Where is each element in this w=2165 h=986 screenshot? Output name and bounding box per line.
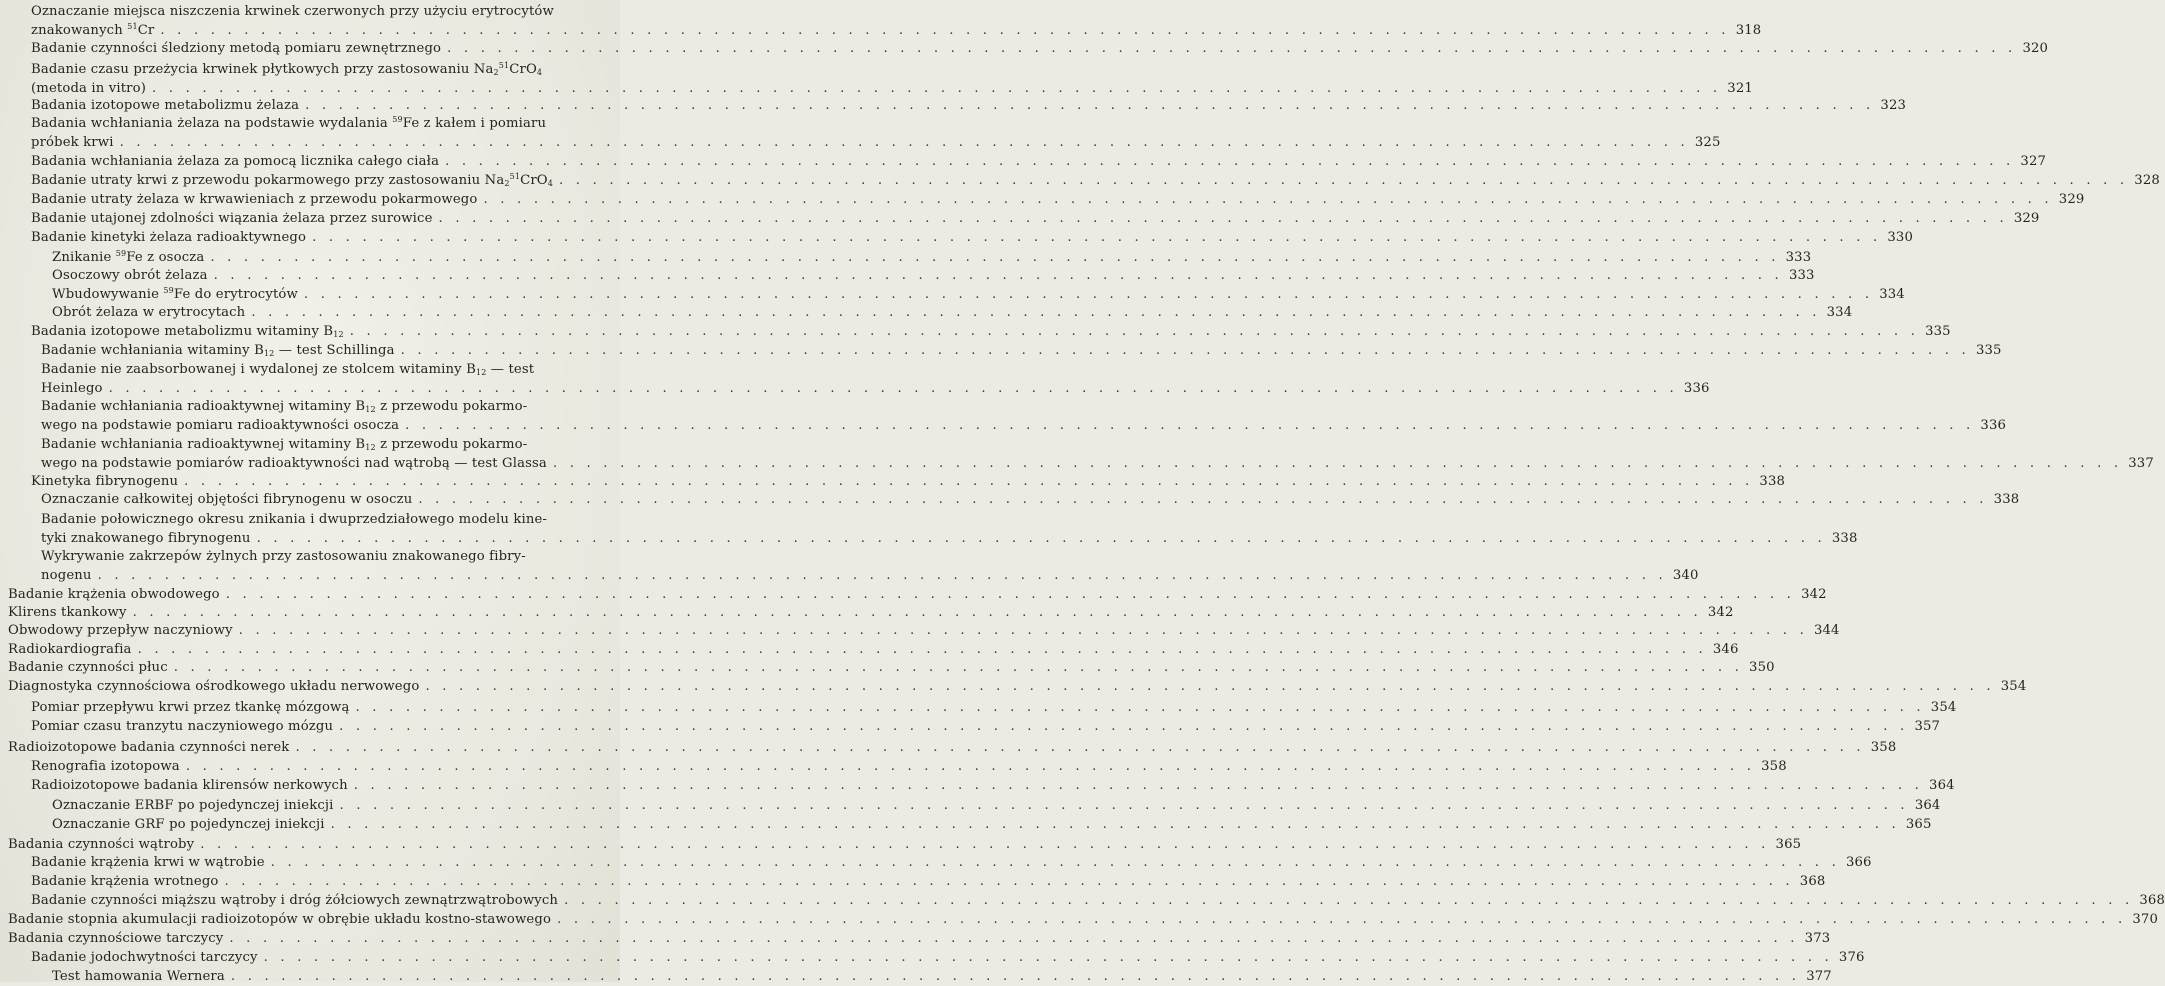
toc-entry-title: Test hamowania Wernera (52, 969, 225, 984)
leader-dots (339, 719, 1908, 734)
toc-entry-title: Obrót żelaza w erytrocytach (52, 305, 246, 320)
toc-page-number: 335 (1925, 324, 1951, 339)
toc-page-number: 334 (1826, 305, 1853, 320)
toc-entry (41, 360, 1710, 398)
toc-entry-title: Badanie czynności płuc (8, 660, 168, 675)
toc-entry-title: Badania izotopowe metabolizmu witaminy $B_{12}$ (31, 324, 344, 339)
toc-entry-title-line (31, 171, 2160, 190)
toc-entry-title: Badanie utraty krwi z przewodu pokarmowego przy zastosowaniu $Na_2^{51}CrO_4$ (31, 172, 553, 188)
toc-page-number: 333 (1785, 250, 1812, 265)
toc-entry (52, 815, 1932, 834)
leader-dots (447, 41, 2016, 56)
toc-entry-title: Diagnostyka czynnościowa ośrodkowego układu nerwowego (8, 679, 420, 694)
toc-page-number: 329 (2013, 211, 2040, 226)
toc-entry-title: Oznaczanie miejsca niszczenia krwinek czerwonych przy użyciu erytrocytów (31, 4, 554, 19)
leader-dots (120, 135, 1689, 150)
toc-entry (31, 171, 2160, 190)
toc-entry-title-line (52, 248, 1812, 267)
toc-entry-title: Badania czynnościowe tarczycy (8, 931, 224, 946)
leader-dots (174, 660, 1743, 675)
toc-entry (41, 490, 2020, 509)
toc-entry-title-line (31, 322, 1951, 341)
toc-entry-title-line (31, 472, 1786, 491)
toc-entry-title-line (41, 416, 2007, 435)
leader-dots (405, 418, 1974, 433)
toc-entry (31, 209, 2040, 228)
toc-page-number: 336 (1683, 381, 1710, 396)
leader-dots (418, 492, 1987, 507)
toc-page-number: 358 (1870, 740, 1897, 755)
toc-page-number: 333 (1788, 268, 1815, 283)
leader-dots (350, 324, 1919, 339)
leader-dots (553, 456, 2122, 471)
toc-entry-title: Badanie nie zaabsorbowanej i wydalonej ze stolcem witaminy $B_{12}$ — test (41, 362, 535, 377)
toc-page-number: 321 (1727, 81, 1753, 96)
toc-entry-title: Oznaczanie całkowitej objętości fibrynogenu w osoczu (41, 492, 413, 507)
toc-entry-title-line (31, 21, 1762, 40)
toc-entry (31, 717, 1941, 736)
toc-entry-title: Klirens tkankowy (8, 605, 127, 620)
toc-entry (8, 677, 2027, 696)
toc-entry (52, 266, 1815, 285)
leader-dots (257, 531, 1826, 546)
toc-page-number: 354 (1930, 700, 1957, 715)
toc-entry-title: Badanie wchłaniania radioaktywnej witaminy $B_{12}$ z przewodu pokarmo- (41, 399, 528, 414)
toc-entry (8, 621, 1840, 640)
toc-entry-title-line (41, 490, 2020, 509)
toc-entry-title-line (8, 585, 1827, 604)
toc-entry-title-line (31, 698, 1957, 717)
toc-entry (31, 228, 1914, 247)
toc-entry-title-line (8, 603, 1734, 622)
leader-dots (305, 98, 1874, 113)
toc-entry-title: Znikanie $^{59}$Fe z osocza (52, 249, 205, 265)
toc-entry-title-line (8, 835, 1802, 854)
toc-page-number: 370 (2132, 912, 2158, 927)
toc-entry-title: Radiokardiografia (8, 642, 132, 657)
toc-entry-title-line (52, 266, 1815, 285)
leader-dots (152, 81, 1721, 96)
toc-page-number: 377 (1806, 969, 1832, 984)
toc-entry-title-line (31, 948, 1865, 967)
toc-entry-title-line (41, 341, 2002, 360)
toc-entry-title-line (31, 776, 1955, 795)
leader-dots (239, 623, 1808, 638)
toc-page-number: 338 (1759, 474, 1786, 489)
toc-entry-title-line (31, 891, 2165, 910)
toc-entry-title-line (8, 738, 1897, 757)
toc-entry (31, 872, 1826, 891)
toc-entry (31, 891, 2165, 910)
toc-entry-title: Badanie krążenia obwodowego (8, 587, 220, 602)
toc-entry-title-line (31, 757, 1787, 776)
toc-entry-title: Radioizotopowe badania klirensów nerkowych (31, 778, 348, 793)
leader-dots (557, 912, 2126, 927)
toc-entry-title-line (31, 872, 1826, 891)
toc-entry (52, 967, 1832, 986)
toc-page-number: 346 (1712, 642, 1739, 657)
toc-entry-title: Badanie utajonej zdolności wiązania żelaza przez surowice (31, 211, 433, 226)
leader-dots (184, 474, 1753, 489)
leader-dots (186, 759, 1755, 774)
toc-page-number: 334 (1879, 287, 1905, 302)
toc-entry (52, 303, 1853, 322)
toc-entry-title: znakowanych $^{51}$Cr (31, 22, 155, 38)
toc-entry-title: Pomiar czasu tranzytu naczyniowego mózgu (31, 719, 334, 734)
toc-entry (8, 738, 1897, 757)
leader-dots (264, 950, 1833, 965)
leader-dots (133, 605, 1702, 620)
toc-entry (31, 472, 1786, 491)
leader-dots (439, 211, 2008, 226)
toc-entry-title: Badania wchłaniania żelaza za pomocą licznika całego ciała (31, 154, 440, 169)
leader-dots (138, 642, 1707, 657)
toc-page-number: 327 (2020, 154, 2047, 169)
toc-entry-title-line (8, 677, 2027, 696)
toc-entry-title-line (31, 133, 1721, 152)
toc-page-number: 373 (1804, 931, 1831, 946)
toc-entry (52, 796, 1941, 815)
toc-entry-title: Badanie czasu przeżycia krwinek płytkowych przy zastosowaniu $Na_2^{51}CrO_4$ (31, 61, 543, 77)
toc-entry-title-line (52, 303, 1853, 322)
toc-entry-title: Badanie wchłaniania radioaktywnej witaminy $B_{12}$ z przewodu pokarmo- (41, 437, 528, 452)
toc-page-number: 325 (1694, 135, 1721, 150)
toc-entry-title: Badanie połowicznego okresu znikania i dwuprzedziałowego modelu kine- (41, 512, 548, 527)
toc-entry-title-line (31, 717, 1941, 736)
leader-dots (425, 679, 1994, 694)
leader-dots (401, 343, 1970, 358)
toc-page-number: 336 (1980, 418, 2007, 433)
toc-page-number: 365 (1775, 837, 1802, 852)
toc-entry (41, 547, 1699, 585)
toc-entry-title-line (31, 152, 2047, 171)
toc-entry-title: Renografia izotopowa (31, 759, 180, 774)
toc-entry-title: Badanie jodochwytności tarczycy (31, 950, 258, 965)
toc-page-number: 365 (1905, 817, 1932, 832)
toc-entry (31, 96, 1907, 115)
toc-entry (41, 435, 2154, 473)
toc-page-number: 364 (1929, 778, 1955, 793)
toc-entry (52, 285, 1905, 304)
toc-entry-title: Kinetyka fibrynogenu (31, 474, 179, 489)
toc-page-number: 344 (1813, 623, 1840, 638)
toc-entry-title-line (41, 529, 1858, 548)
leader-dots (271, 855, 1840, 870)
leader-dots (295, 740, 1864, 755)
toc-entry-title-line (31, 853, 1872, 872)
toc-entry (31, 948, 1865, 967)
leader-dots (559, 173, 2128, 188)
toc-entry (31, 757, 1787, 776)
toc-entry (8, 585, 1827, 604)
toc-entry-title: Oznaczanie ERBF po pojedynczej iniekcji (52, 798, 334, 813)
toc-entry-title-line (8, 658, 1775, 677)
toc-entry (41, 341, 2002, 360)
toc-page-number: 328 (2134, 173, 2160, 188)
toc-page-number: 320 (2022, 41, 2049, 56)
toc-entry (8, 910, 2158, 929)
toc-entry-title-line (52, 796, 1941, 815)
toc-entry-title: Osoczowy obrót żelaza (52, 268, 208, 283)
toc-entry (31, 190, 2085, 209)
toc-page-number: 358 (1761, 759, 1787, 774)
toc-entry-title-line (31, 190, 2085, 209)
leader-dots (564, 893, 2133, 908)
toc-page-number: 376 (1838, 950, 1865, 965)
leader-dots (160, 23, 1729, 38)
toc-entry-title: wego na podstawie pomiaru radioaktywności osocza (41, 418, 400, 433)
toc-entry-title-line (52, 815, 1932, 834)
toc-entry-title-line (41, 379, 1710, 398)
toc-entry-title: Badania wchłaniania żelaza na podstawie wydalania $^{59}$Fe z kałem i pomiaru (31, 115, 547, 131)
toc-entry-title-line (8, 910, 2158, 929)
toc-page-number: 338 (1831, 531, 1858, 546)
toc-page-number: 342 (1801, 587, 1827, 602)
leader-dots (231, 969, 1800, 984)
toc-entry-title: Wykrywanie zakrzepów żylnych przy zastosowaniu znakowanego fibry- (41, 549, 526, 564)
toc-page-number: 337 (2128, 456, 2154, 471)
toc-page-number: 338 (1993, 492, 2020, 507)
toc-entry-title-line (41, 566, 1699, 585)
leader-dots (200, 837, 1769, 852)
leader-dots (354, 778, 1923, 793)
toc-page-number: 330 (1887, 230, 1914, 245)
toc-page-number: 350 (1749, 660, 1775, 675)
toc-entry (8, 603, 1734, 622)
toc-page-number: 368 (2139, 893, 2165, 908)
toc-entry (31, 152, 2047, 171)
leader-dots (226, 587, 1795, 602)
toc-page-number: 357 (1914, 719, 1941, 734)
leader-dots (340, 798, 1909, 813)
toc-entry-title: Radioizotopowe badania czynności nerek (8, 740, 290, 755)
toc-entry-title-line (31, 96, 1907, 115)
toc-entry-title: Badanie czynności miąższu wątroby i dróg żółciowych zewnątrzwątrobowych (31, 893, 559, 908)
toc-entry (31, 776, 1955, 795)
toc-entry-title: Badanie utraty żelaza w krwawieniach z przewodu pokarmowego (31, 192, 478, 207)
toc-entry-title-line (41, 454, 2154, 473)
leader-dots (331, 817, 1900, 832)
toc-entry-title-line (8, 621, 1840, 640)
toc-entry-title-line (8, 640, 1739, 659)
toc-entry (31, 853, 1872, 872)
toc-entry-title-line (31, 209, 2040, 228)
toc-entry-title: Badanie krążenia wrotnego (31, 874, 219, 889)
toc-entry-title: Badanie kinetyki żelaza radioaktywnego (31, 230, 307, 245)
toc-entry-title: Badanie wchłaniania witaminy $B_{12}$ — test Schillinga (41, 343, 395, 358)
toc-entry-title: Wbudowywanie $^{59}$Fe do erytrocytów (52, 286, 298, 302)
toc-entry-title: próbek krwi (31, 135, 114, 150)
leader-dots (312, 230, 1881, 245)
toc-entry-title: wego na podstawie pomiarów radioaktywności nad wątrobą — test Glassa (41, 456, 547, 471)
toc-entry-title: Heinlego (41, 381, 103, 396)
leader-dots (445, 154, 2014, 169)
toc-entry (31, 322, 1951, 341)
toc-entry-title: Badania izotopowe metabolizmu żelaza (31, 98, 300, 113)
leader-dots (225, 874, 1794, 889)
toc-entry (31, 114, 1721, 152)
toc-entry (31, 60, 1753, 98)
leader-dots (229, 931, 1798, 946)
toc-entry-title-line (52, 285, 1905, 304)
toc-entry (31, 39, 2049, 58)
toc-entry-title: Badanie stopnia akumulacji radioizotopów w obrębie układu kostno-stawowego (8, 912, 552, 927)
toc-entry-title: Obwodowy przepływ naczyniowy (8, 623, 233, 638)
toc-entry (31, 698, 1957, 717)
toc-page-number: 340 (1672, 568, 1699, 583)
toc-entry (41, 510, 1858, 548)
toc-entry (31, 2, 1762, 40)
leader-dots (210, 250, 1779, 265)
leader-dots (214, 268, 1783, 283)
toc-entry-title: Badanie krążenia krwi w wątrobie (31, 855, 265, 870)
toc-entry-title-line (52, 967, 1832, 986)
leader-dots (98, 568, 1667, 583)
toc-page-number: 335 (1975, 343, 2002, 358)
leader-dots (483, 192, 2052, 207)
toc-entry (8, 658, 1775, 677)
toc-entry-title: nogenu (41, 568, 92, 583)
toc-entry-title: (metoda in vitro) (31, 81, 146, 96)
toc-page-number: 329 (2058, 192, 2085, 207)
toc-entry-title: Oznaczanie GRF po pojedynczej iniekcji (52, 817, 325, 832)
toc-entry-title-line (31, 39, 2049, 58)
leader-dots (109, 381, 1678, 396)
toc-entry (8, 640, 1739, 659)
leader-dots (304, 287, 1873, 302)
toc-entry-title-line (8, 929, 1831, 948)
toc-entry-title: Badanie czynności śledziony metodą pomiaru zewnętrznego (31, 41, 442, 56)
leader-dots (356, 700, 1925, 715)
toc-page-number: 364 (1914, 798, 1941, 813)
toc-page-number: 342 (1707, 605, 1734, 620)
toc-entry-title: tyki znakowanego fibrynogenu (41, 531, 251, 546)
toc-entry (52, 248, 1812, 267)
toc-entry (8, 929, 1831, 948)
toc-page-number: 323 (1880, 98, 1907, 113)
toc-entry-title: Badania czynności wątroby (8, 837, 195, 852)
toc-entry (8, 835, 1802, 854)
toc-page-number: 368 (1799, 874, 1826, 889)
leader-dots (251, 305, 1820, 320)
toc-page-number: 318 (1735, 23, 1762, 38)
toc-entry-title: Pomiar przepływu krwi przez tkankę mózgową (31, 700, 350, 715)
toc-page-number: 354 (2000, 679, 2027, 694)
toc-entry (41, 397, 2007, 435)
toc-entry-title-line (31, 228, 1914, 247)
toc-page-number: 366 (1845, 855, 1872, 870)
